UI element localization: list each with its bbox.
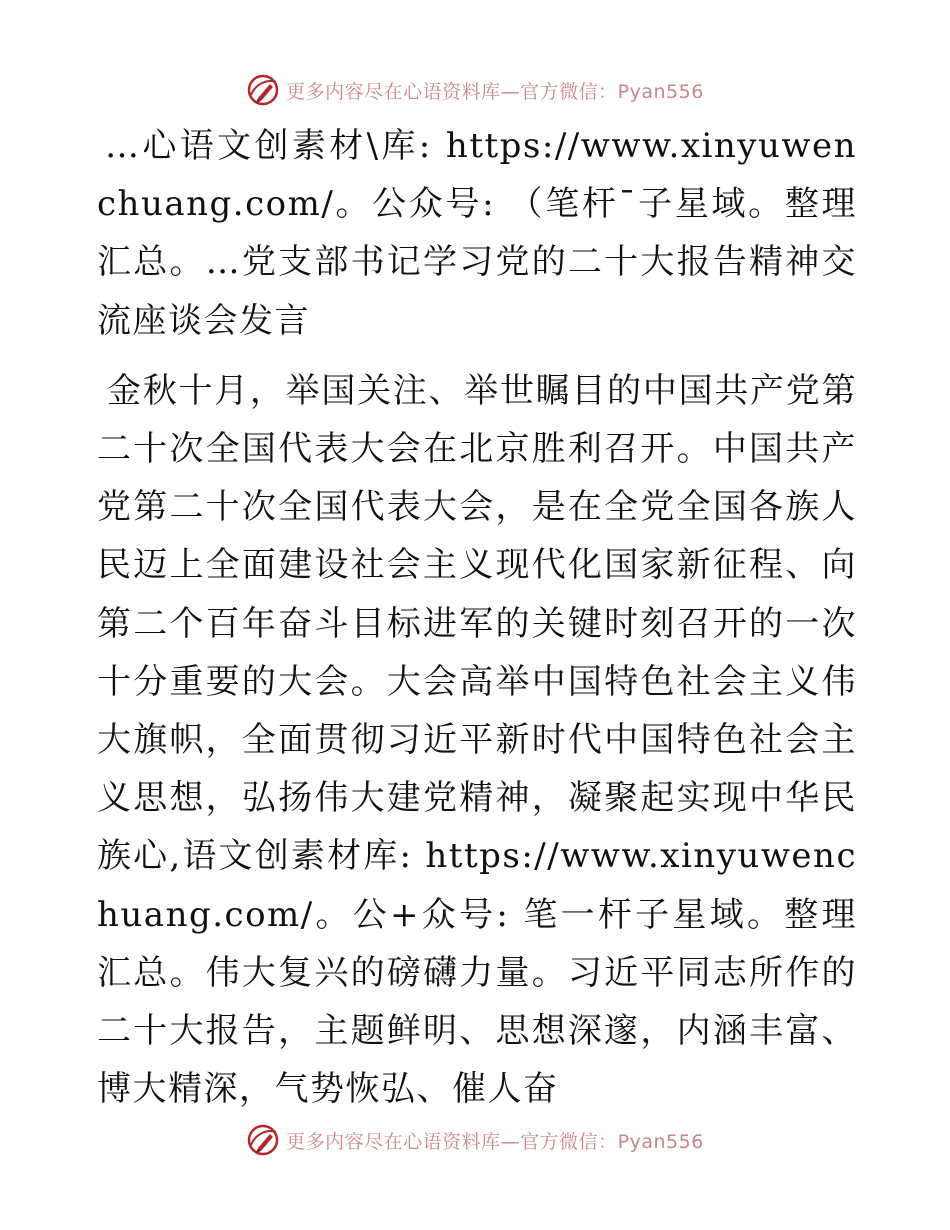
footer-banner-inner bbox=[246, 1123, 704, 1157]
header-banner-text: 更多内容尽在心语资料库—官方微信：Pyan556 bbox=[286, 80, 704, 103]
header-banner bbox=[0, 70, 950, 110]
document-paragraph-intro: …心语文创素材\库: https://www.xinyuwenchuang.com/。公众号: （笔杆¯子星域。整理汇总。…党支部书记学习党的二十大报告精神交流座谈会发言 bbox=[97, 126, 857, 341]
footer-banner-text: 更多内容尽在心语资料库—官方微信：Pyan556 bbox=[286, 1130, 704, 1153]
pen-logo-icon bbox=[246, 73, 280, 107]
document-body bbox=[97, 117, 857, 1118]
pen-logo-icon bbox=[246, 1123, 280, 1157]
document-paragraph-main: 金秋十月，举国关注、举世瞩目的中国共产党第二十次全国代表大会在北京胜利召开。中国共产党第二十次全国代表大会，是在全党全国各族人民迈上全面建设社会主义现代化国家新征程、向第二个百年奋斗目标进军的关键时刻召开的一次十分重要的大会。大会高举中国特色社会主义伟大旗帜，全面贯彻习近平新时代中国特色社会主义思想，弘扬伟大建党精神，凝聚起实现中华民族心,语文创素材库: https://www.xinyuwenchuang.com/。公+众号: 笔一杆子星域。整理汇总。伟大复兴的磅礴力量。习近平同志所作的二十大报告，主题鲜明、思想深邃，内涵丰富、博大精深，气势恢弘、催人奋 bbox=[97, 370, 857, 1110]
header-banner-inner bbox=[246, 73, 704, 107]
footer-banner bbox=[0, 1120, 950, 1160]
